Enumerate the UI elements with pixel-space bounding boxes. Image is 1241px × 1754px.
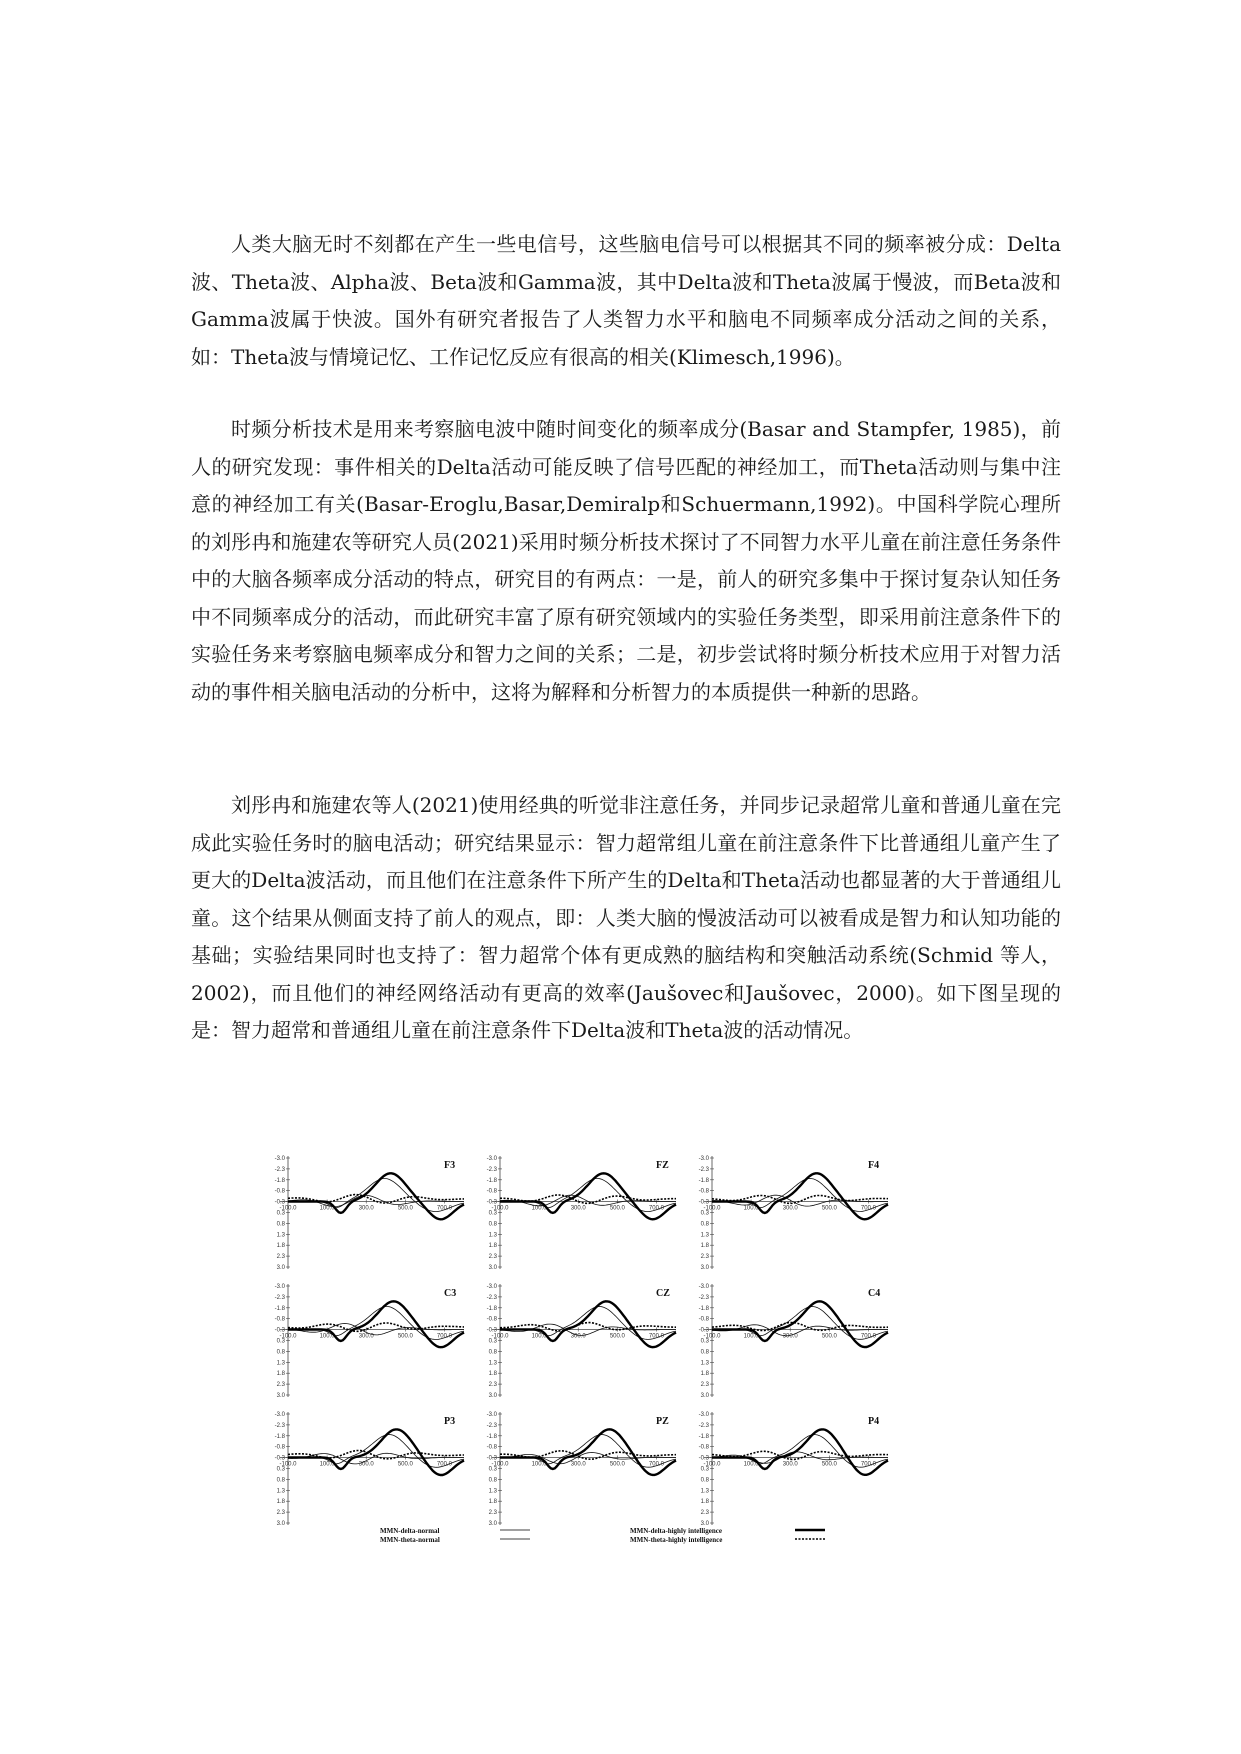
panel-title: PZ <box>656 1416 669 1427</box>
y-tick-label: 0.8 <box>276 1349 285 1356</box>
y-tick-label: -3.0 <box>274 1284 285 1290</box>
y-tick-label: -1.8 <box>486 1177 497 1184</box>
y-tick-label: 2.3 <box>488 1254 497 1261</box>
y-tick-label: -0.8 <box>274 1316 285 1323</box>
x-tick-label: 100.0 <box>319 1461 335 1468</box>
y-tick-label: 1.3 <box>488 1488 497 1495</box>
y-tick-label: 2.3 <box>276 1510 285 1517</box>
y-tick-label: 1.3 <box>276 1488 285 1495</box>
legend-label: MMN-delta-normal <box>380 1527 440 1535</box>
y-tick-label: 0.3 <box>488 1466 497 1473</box>
panel-c4 <box>699 1284 888 1399</box>
x-tick-label: 300.0 <box>782 1333 798 1340</box>
x-tick-label: 300.0 <box>358 1205 374 1212</box>
y-tick-label: -3.0 <box>698 1284 709 1290</box>
y-tick-label: 0.8 <box>276 1477 285 1484</box>
x-tick-label: 500.0 <box>397 1461 413 1468</box>
y-tick-label: 0.3 <box>700 1210 709 1217</box>
legend <box>380 1527 825 1544</box>
y-tick-label: -2.3 <box>486 1166 497 1173</box>
panel-cz <box>487 1284 676 1399</box>
y-tick-label: 2.3 <box>700 1382 709 1389</box>
x-tick-label: 300.0 <box>782 1461 798 1468</box>
y-tick-label: -3.0 <box>486 1412 497 1418</box>
paragraph-2: 时频分析技术是用来考察脑电波中随时间变化的频率成分(Basar and Stampfer, 1985)，前人的研究发现：事件相关的Delta活动可能反映了信号匹配的神经加工，而Theta活动则与集中注意的神经加工有关(Basar-Eroglu,Basar,Demiralp和Schuermann,1992)。中国科学院心理所的刘彤冉和施建农等研究人员(2021)采用时频分析技术探讨了不同智力水平儿童在前注意任务条件中的大脑各频率成分活动的特点，研究目的有两点：一是，前人的研究多集中于探讨复杂认知任务中不同频率成分的活动，而此研究丰富了原有研究领域内的实验任务类型，即采用前注意条件下的实验任务来考察脑电频率成分和智力之间的关系；二是，初步尝试将时频分析技术应用于对智力活动的事件相关脑电活动的分析中，这将为解释和分析智力的本质提供一种新的思路。 <box>191 417 1061 704</box>
x-tick-label: -100.0 <box>703 1205 721 1212</box>
y-tick-label: 0.3 <box>276 1466 285 1473</box>
y-tick-label: 1.8 <box>700 1499 709 1506</box>
panel-title: P3 <box>444 1416 456 1427</box>
y-tick-label: -2.3 <box>274 1294 285 1301</box>
y-tick-label: 0.8 <box>700 1349 709 1356</box>
y-tick-label: 2.3 <box>276 1254 285 1261</box>
x-tick-label: 500.0 <box>821 1205 837 1212</box>
y-tick-label: -0.3 <box>274 1455 285 1462</box>
x-tick-label: 300.0 <box>570 1461 586 1468</box>
y-tick-label: 1.8 <box>276 1243 285 1250</box>
panel-p3 <box>275 1412 464 1527</box>
y-tick-label: -0.8 <box>274 1444 285 1451</box>
legend-label: MMN-theta-highly intelligence <box>630 1536 723 1544</box>
y-tick-label: 2.3 <box>488 1382 497 1389</box>
x-tick-label: 700.0 <box>436 1333 452 1340</box>
y-tick-label: 1.8 <box>276 1371 285 1378</box>
panel-title: C4 <box>868 1288 881 1299</box>
y-tick-label: 3.0 <box>276 1393 285 1399</box>
eeg-figure <box>270 1150 970 1550</box>
x-tick-label: 700.0 <box>860 1461 876 1468</box>
y-tick-label: 1.8 <box>488 1499 497 1506</box>
y-tick-label: 3.0 <box>276 1521 285 1527</box>
y-tick-label: -2.3 <box>486 1422 497 1429</box>
y-tick-label: -2.3 <box>698 1166 709 1173</box>
panel-title: C3 <box>444 1288 457 1299</box>
y-tick-label: -1.8 <box>274 1433 285 1440</box>
y-tick-label: 1.8 <box>488 1243 497 1250</box>
x-tick-label: 300.0 <box>358 1461 374 1468</box>
x-tick-label: 700.0 <box>648 1205 664 1212</box>
y-tick-label: -1.8 <box>274 1177 285 1184</box>
y-tick-label: 3.0 <box>700 1393 709 1399</box>
x-tick-label: 300.0 <box>358 1333 374 1340</box>
y-tick-label: -3.0 <box>698 1156 709 1162</box>
y-tick-label: -0.8 <box>486 1316 497 1323</box>
y-tick-label: 0.8 <box>700 1221 709 1228</box>
paragraph-3: 刘彤冉和施建农等人(2021)使用经典的听觉非注意任务，并同步记录超常儿童和普通儿童在完成此实验任务时的脑电活动；研究结果显示：智力超常组儿童在前注意条件下比普通组儿童产生了更大的Delta波活动，而且他们在注意条件下所产生的Delta和Theta活动也都显著的大于普通组儿童。这个结果从侧面支持了前人的观点，即：人类大脑的慢波活动可以被看成是智力和认知功能的基础；实验结果同时也支持了：智力超常个体有更成熟的脑结构和突触活动系统(Schmid 等人，2002)，而且他们的神经网络活动有更高的效率(Jaušovec和Jaušovec，2000)。如下图呈现的是：智力超常和普通组儿童在前注意条件下Delta波和Theta波的活动情况。 <box>191 793 1061 1042</box>
y-tick-label: 0.3 <box>276 1210 285 1217</box>
x-tick-label: 500.0 <box>609 1205 625 1212</box>
series-delta-highly-intelligence <box>712 1301 888 1347</box>
y-tick-label: -0.3 <box>698 1327 709 1334</box>
paragraph-1: 人类大脑无时不刻都在产生一些电信号，这些脑电信号可以根据其不同的频率被分成：Delta波、Theta波、Alpha波、Beta波和Gamma波，其中Delta波和Theta波属于慢波，而Beta波和Gamma波属于快波。国外有研究者报告了人类智力水平和脑电不同频率成分活动之间的关系，如：Theta波与情境记忆、工作记忆反应有很高的相关(Klimesch,1996)。 <box>191 232 1061 369</box>
y-tick-label: 1.3 <box>276 1232 285 1239</box>
y-tick-label: 1.8 <box>276 1499 285 1506</box>
panel-title: F3 <box>444 1160 456 1171</box>
x-tick-label: -100.0 <box>279 1205 297 1212</box>
y-tick-label: -0.3 <box>486 1455 497 1462</box>
y-tick-label: 0.3 <box>488 1338 497 1345</box>
panel-pz <box>487 1412 676 1527</box>
series-delta-highly-intelligence <box>288 1429 464 1475</box>
y-tick-label: 1.8 <box>700 1243 709 1250</box>
y-tick-label: -1.8 <box>698 1177 709 1184</box>
panel-c3 <box>275 1284 464 1399</box>
y-tick-label: 1.3 <box>488 1232 497 1239</box>
y-tick-label: -2.3 <box>486 1294 497 1301</box>
x-tick-label: 100.0 <box>743 1205 759 1212</box>
panel-fz <box>487 1156 676 1271</box>
y-tick-label: 1.3 <box>700 1232 709 1239</box>
y-tick-label: -2.3 <box>274 1422 285 1429</box>
y-tick-label: -0.3 <box>698 1455 709 1462</box>
y-tick-label: -3.0 <box>698 1412 709 1418</box>
legend-label: MMN-delta-highly intelligence <box>630 1527 722 1535</box>
y-tick-label: 1.3 <box>488 1360 497 1367</box>
y-tick-label: 2.3 <box>700 1254 709 1261</box>
x-tick-label: 700.0 <box>648 1333 664 1340</box>
panel-p4 <box>699 1412 888 1527</box>
panel-f4 <box>699 1156 888 1271</box>
x-tick-label: 500.0 <box>821 1461 837 1468</box>
x-tick-label: -100.0 <box>279 1461 297 1468</box>
y-tick-label: 0.8 <box>488 1221 497 1228</box>
y-tick-label: 1.8 <box>700 1371 709 1378</box>
x-tick-label: -100.0 <box>279 1333 297 1340</box>
x-tick-label: 500.0 <box>397 1205 413 1212</box>
y-tick-label: 3.0 <box>488 1521 497 1527</box>
y-tick-label: 0.8 <box>700 1477 709 1484</box>
legend-label: MMN-theta-normal <box>380 1536 440 1544</box>
x-tick-label: 700.0 <box>436 1205 452 1212</box>
y-tick-label: 0.3 <box>276 1338 285 1345</box>
y-tick-label: 3.0 <box>700 1521 709 1527</box>
panel-title: FZ <box>656 1160 669 1171</box>
x-tick-label: 700.0 <box>648 1461 664 1468</box>
y-tick-label: -0.8 <box>486 1444 497 1451</box>
series-delta-highly-intelligence <box>500 1301 676 1347</box>
x-tick-label: 100.0 <box>743 1333 759 1340</box>
series-delta-highly-intelligence <box>712 1173 888 1219</box>
panel-title: P4 <box>868 1416 880 1427</box>
x-tick-label: -100.0 <box>491 1333 509 1340</box>
y-tick-label: -0.8 <box>274 1188 285 1195</box>
y-tick-label: 0.8 <box>488 1477 497 1484</box>
y-tick-label: -1.8 <box>698 1305 709 1312</box>
y-tick-label: 2.3 <box>276 1382 285 1389</box>
y-tick-label: -3.0 <box>274 1156 285 1162</box>
x-tick-label: -100.0 <box>491 1205 509 1212</box>
y-tick-label: -3.0 <box>486 1156 497 1162</box>
y-tick-label: -2.3 <box>698 1294 709 1301</box>
y-tick-label: -0.8 <box>486 1188 497 1195</box>
x-tick-label: 100.0 <box>531 1205 547 1212</box>
y-tick-label: -3.0 <box>486 1284 497 1290</box>
y-tick-label: -0.8 <box>698 1316 709 1323</box>
y-tick-label: -0.3 <box>274 1327 285 1334</box>
y-tick-label: 1.3 <box>700 1360 709 1367</box>
x-tick-label: 500.0 <box>821 1333 837 1340</box>
y-tick-label: -0.3 <box>486 1199 497 1206</box>
x-tick-label: 100.0 <box>531 1461 547 1468</box>
series-delta-highly-intelligence <box>500 1429 676 1475</box>
y-tick-label: 3.0 <box>488 1393 497 1399</box>
series-delta-highly-intelligence <box>288 1301 464 1347</box>
y-tick-label: -0.3 <box>274 1199 285 1206</box>
y-tick-label: 1.3 <box>700 1488 709 1495</box>
x-tick-label: 100.0 <box>319 1333 335 1340</box>
y-tick-label: -1.8 <box>486 1305 497 1312</box>
y-tick-label: 0.8 <box>276 1221 285 1228</box>
panel-f3 <box>275 1156 464 1271</box>
y-tick-label: 1.3 <box>276 1360 285 1367</box>
x-tick-label: 100.0 <box>743 1461 759 1468</box>
y-tick-label: 0.3 <box>700 1338 709 1345</box>
x-tick-label: 500.0 <box>397 1333 413 1340</box>
x-tick-label: -100.0 <box>703 1333 721 1340</box>
y-tick-label: 3.0 <box>700 1265 709 1271</box>
y-tick-label: 1.8 <box>488 1371 497 1378</box>
x-tick-label: 500.0 <box>609 1461 625 1468</box>
y-tick-label: 0.3 <box>700 1466 709 1473</box>
y-tick-label: 2.3 <box>700 1510 709 1517</box>
y-tick-label: 3.0 <box>488 1265 497 1271</box>
series-delta-highly-intelligence <box>500 1173 676 1219</box>
x-tick-label: 300.0 <box>570 1333 586 1340</box>
x-tick-label: 100.0 <box>531 1333 547 1340</box>
y-tick-label: -2.3 <box>274 1166 285 1173</box>
panel-title: F4 <box>868 1160 880 1171</box>
y-tick-label: 3.0 <box>276 1265 285 1271</box>
x-tick-label: 300.0 <box>782 1205 798 1212</box>
y-tick-label: -1.8 <box>698 1433 709 1440</box>
x-tick-label: -100.0 <box>703 1461 721 1468</box>
eeg-chart <box>270 1150 970 1550</box>
y-tick-label: -0.8 <box>698 1188 709 1195</box>
y-tick-label: -0.8 <box>698 1444 709 1451</box>
y-tick-label: -3.0 <box>274 1412 285 1418</box>
x-tick-label: 700.0 <box>436 1461 452 1468</box>
y-tick-label: 2.3 <box>488 1510 497 1517</box>
y-tick-label: -1.8 <box>486 1433 497 1440</box>
y-tick-label: -0.3 <box>486 1327 497 1334</box>
y-tick-label: -2.3 <box>698 1422 709 1429</box>
y-tick-label: -0.3 <box>698 1199 709 1206</box>
y-tick-label: -1.8 <box>274 1305 285 1312</box>
series-delta-highly-intelligence <box>288 1173 464 1219</box>
x-tick-label: 500.0 <box>609 1333 625 1340</box>
x-tick-label: 700.0 <box>860 1205 876 1212</box>
y-tick-label: 0.3 <box>488 1210 497 1217</box>
y-tick-label: 0.8 <box>488 1349 497 1356</box>
x-tick-label: -100.0 <box>491 1461 509 1468</box>
x-tick-label: 700.0 <box>860 1333 876 1340</box>
panel-title: CZ <box>656 1288 670 1299</box>
x-tick-label: 300.0 <box>570 1205 586 1212</box>
x-tick-label: 100.0 <box>319 1205 335 1212</box>
